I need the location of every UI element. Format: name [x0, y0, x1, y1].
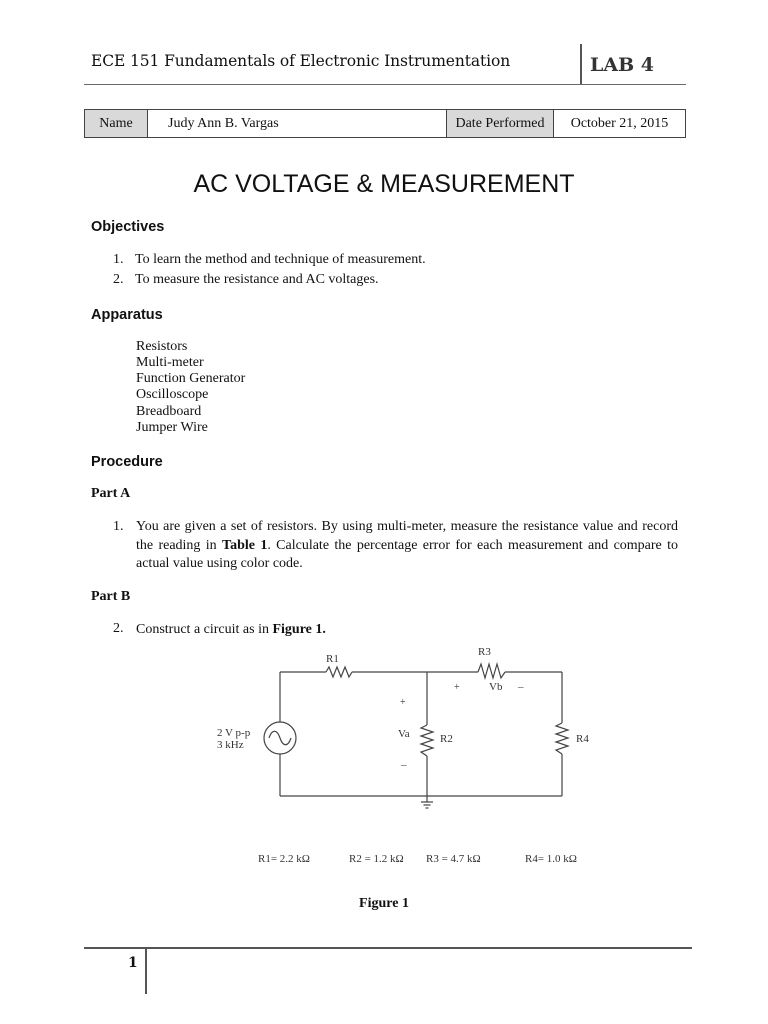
info-row: [85, 110, 686, 138]
date-value: October 21, 2015: [554, 110, 686, 138]
apparatus-heading: Apparatus: [91, 307, 163, 323]
figure-reference: Figure 1.: [272, 622, 326, 637]
circuit-diagram: [200, 640, 600, 885]
objective-number: 1.: [113, 252, 124, 267]
objective-number: 2.: [113, 272, 124, 287]
source-voltage: 2 V p-p: [217, 727, 251, 739]
step-text-part: Construct a circuit as in: [136, 622, 273, 637]
apparatus-item: Multi-meter: [136, 355, 204, 370]
va-plus: +: [400, 697, 406, 708]
document-title: AC VOLTAGE & MEASUREMENT: [193, 170, 575, 198]
name-value: Judy Ann B. Vargas: [148, 110, 447, 138]
apparatus-item: Oscilloscope: [136, 387, 209, 402]
step-text: [136, 518, 678, 574]
vb-minus: –: [518, 681, 524, 693]
r1-value: R1= 2.2 kΩ: [258, 853, 310, 865]
step-text: [136, 621, 678, 640]
r2-label: R2: [440, 733, 453, 745]
date-label: Date Performed: [447, 110, 554, 138]
step-text-part: . Calculate the percentage error for each measurement and compare to actual value using color code.: [136, 537, 678, 572]
r3-value: R3 = 4.7 kΩ: [426, 853, 481, 865]
header-rule: [84, 84, 686, 85]
va-label: Va: [398, 728, 410, 740]
figure-caption: Figure 1: [359, 896, 409, 911]
r4-label: R4: [576, 733, 589, 745]
lab-number: LAB 4: [590, 54, 654, 76]
part-b-label: Part B: [91, 589, 131, 604]
header-divider: [580, 44, 582, 84]
table-reference: Table 1: [222, 537, 268, 553]
apparatus-item: Jumper Wire: [136, 420, 208, 435]
r1-label: R1: [326, 653, 339, 665]
footer-rule: [84, 947, 692, 949]
objective-item: [113, 272, 379, 288]
step-number: 1.: [113, 519, 124, 534]
apparatus-item: Resistors: [136, 339, 188, 354]
objectives-heading: Objectives: [91, 219, 165, 235]
objective-text: To measure the resistance and AC voltages.: [135, 272, 379, 287]
vb-plus: +: [454, 682, 460, 693]
r2-value: R2 = 1.2 kΩ: [349, 853, 404, 865]
apparatus-item: Breadboard: [136, 404, 202, 419]
page-number: 1: [128, 955, 138, 971]
vb-label: Vb: [489, 681, 503, 693]
apparatus-item: Function Generator: [136, 371, 246, 386]
info-table: [84, 109, 686, 138]
r3-label: R3: [478, 646, 491, 658]
objective-text: To learn the method and technique of measurement.: [135, 252, 426, 267]
source-frequency: 3 kHz: [217, 739, 244, 751]
footer-divider: [145, 949, 147, 994]
r4-value: R4= 1.0 kΩ: [525, 853, 577, 865]
objective-item: [113, 252, 426, 268]
name-label: Name: [85, 110, 148, 138]
procedure-heading: Procedure: [91, 454, 163, 470]
step-number: 2.: [113, 621, 124, 636]
step-text-part: You are given a set of resistors. By using multi-meter, measure the resistance value and record the reading in: [136, 519, 678, 553]
va-minus: –: [401, 759, 407, 771]
figure-background: [200, 640, 600, 885]
course-title: ECE 151 Fundamentals of Electronic Instrumentation: [91, 52, 511, 70]
part-a-label: Part A: [91, 486, 131, 501]
